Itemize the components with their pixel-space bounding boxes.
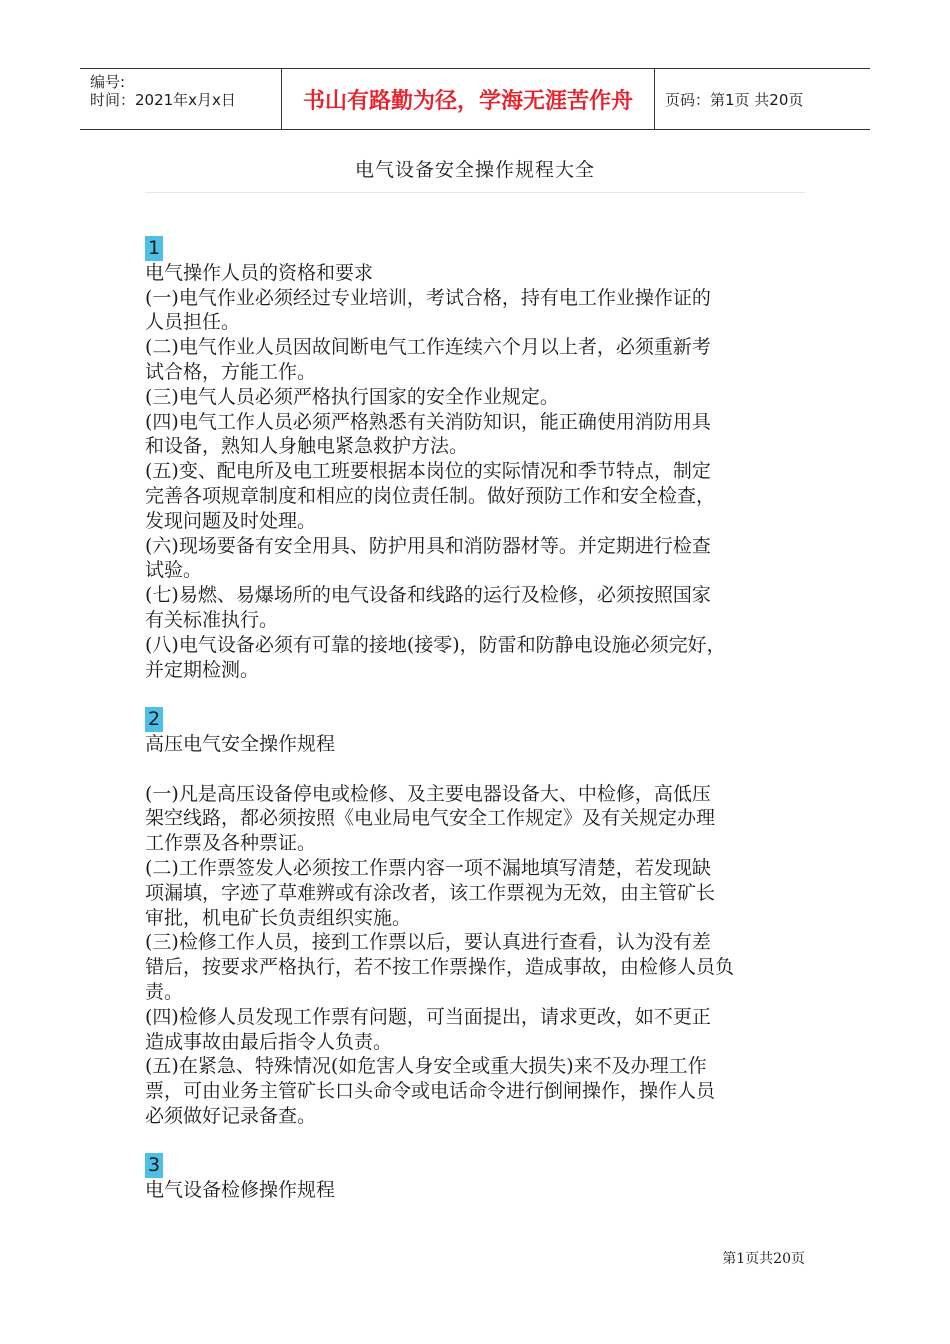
body-line: 发现问题及时处理。	[145, 509, 317, 532]
section-heading: 电气设备检修操作规程	[145, 1179, 336, 1202]
section-number-line	[145, 236, 817, 261]
time-label: 时间：2021年x月x日	[90, 91, 236, 109]
body-line: 架空线路，都必须按照《电业局电气安全工作规定》及有关规定办理	[145, 807, 716, 830]
header-meta	[80, 69, 282, 129]
body-line: (三)检修工作人员，接到工作票以后，要认真进行查看，认为没有差	[145, 931, 711, 954]
body-line: 责。	[145, 980, 184, 1003]
body-line: 错后，按要求严格执行，若不按工作票操作，造成事故，由检修人员负	[145, 956, 735, 979]
body-line: (七)易燃、易爆场所的电气设备和线路的运行及检修，必须按照国家	[145, 584, 711, 607]
body-line: 工作票及各种票证。	[145, 832, 317, 855]
body-line: 有关标准执行。	[145, 608, 279, 631]
body-line: 并定期检测。	[145, 658, 260, 681]
body-line: (一)电气作业必须经过专业培训，考试合格，持有电工作业操作证的	[145, 286, 711, 309]
section-number: 2	[145, 707, 163, 732]
page-footer: 第1页共20页	[722, 1251, 805, 1267]
body-line: 票，可由业务主管矿长口头命令或电话命令进行倒闸操作，操作人员	[145, 1080, 716, 1103]
body-line: (二)电气作业人员因故间断电气工作连续六个月以上者，必须重新考	[145, 336, 711, 359]
body-line	[145, 757, 817, 782]
body-line: 项漏填，字迹了草难辨或有涂改者，该工作票视为无效，由主管矿长	[145, 881, 716, 904]
body-line: 试验。	[145, 559, 203, 582]
section-gap	[145, 682, 817, 707]
body-line: 审批，机电矿长负责组织实施。	[145, 906, 412, 929]
body-line: (四)电气工作人员必须严格熟悉有关消防知识，能正确使用消防用具	[145, 410, 711, 433]
section-heading: 高压电气安全操作规程	[145, 732, 336, 755]
body-line: (六)现场要备有安全用具、防护用具和消防器材等。并定期进行检查	[145, 534, 711, 557]
body-line: 完善各项规章制度和相应的岗位责任制。做好预防工作和安全检查，	[145, 484, 716, 507]
body-line: (五)变、配电所及电工班要根据本岗位的实际情况和季节特点，制定	[145, 460, 711, 483]
serial-label: 编号:	[90, 73, 126, 91]
body-line: (一)凡是高压设备停电或检修、及主要电器设备大、中检修，高低压	[145, 782, 711, 805]
document-body	[145, 236, 817, 1203]
body-line: (二)工作票签发人必须按工作票内容一项不漏地填写清楚，若发现缺	[145, 856, 711, 879]
section-gap	[145, 1129, 817, 1154]
section-number: 1	[145, 236, 163, 261]
section-heading: 电气操作人员的资格和要求	[145, 261, 374, 284]
body-line: (五)在紧急、特殊情况(如危害人身安全或重大损失)来不及办理工作	[145, 1055, 707, 1078]
body-line: 试合格，方能工作。	[145, 360, 317, 383]
header-motto: 书山有路勤为径，学海无涯苦作舟	[282, 69, 655, 129]
header-table	[80, 68, 870, 130]
body-line: (三)电气人员必须严格执行国家的安全作业规定。	[145, 385, 559, 408]
body-line: 和设备，熟知人身触电紧急救护方法。	[145, 435, 469, 458]
section-number-line	[145, 707, 817, 732]
body-line: (八)电气设备必须有可靠的接地(接零)，防雷和防静电设施必须完好，	[145, 633, 726, 656]
body-line: 必须做好记录备查。	[145, 1104, 317, 1127]
document-title: 电气设备安全操作规程大全	[354, 159, 595, 181]
header-page-info: 页码：第1页 共20页	[665, 90, 804, 109]
title-divider	[145, 192, 805, 193]
body-line: 造成事故由最后指令人负责。	[145, 1030, 393, 1053]
section-number: 3	[145, 1153, 163, 1178]
section-number-line	[145, 1153, 817, 1178]
body-line: (四)检修人员发现工作票有问题，可当面提出，请求更改，如不更正	[145, 1005, 711, 1028]
body-line: 人员担任。	[145, 311, 241, 334]
